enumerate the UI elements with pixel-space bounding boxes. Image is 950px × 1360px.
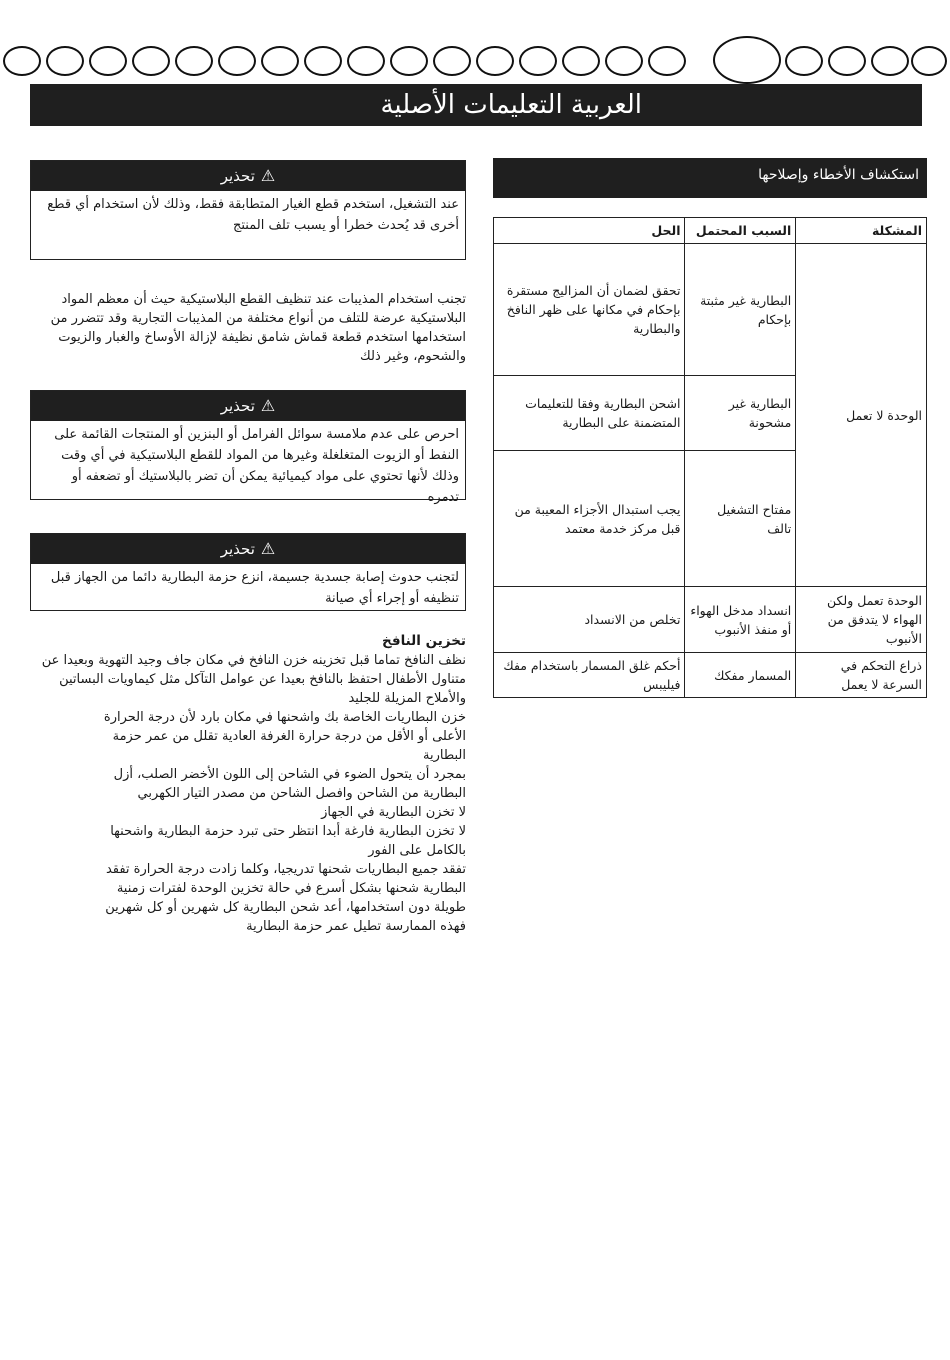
page-title: العربية التعليمات الأصلية — [30, 84, 922, 126]
warning-header — [31, 161, 465, 191]
troubleshooting-heading: استكشاف الأخطاء وإصلاحها — [493, 158, 927, 198]
cause-cell: البطارية غير مشحونة — [685, 376, 796, 451]
language-tab-circle — [605, 46, 643, 76]
language-tab-circle — [218, 46, 256, 76]
language-tab-circle — [476, 46, 514, 76]
warning-label: تحذير — [220, 540, 255, 558]
cause-cell: البطارية غير مثبتة بإحكام — [685, 244, 796, 376]
language-tab-circle — [519, 46, 557, 76]
language-tab-circle — [89, 46, 127, 76]
table-row — [494, 244, 927, 376]
warning-box — [30, 390, 466, 505]
warning-label: تحذير — [220, 167, 255, 185]
problem-cell: ذراع التحكم في السرعة لا يعمل — [796, 653, 927, 698]
problem-cell: الوحدة لا تعمل — [796, 244, 927, 587]
language-tab-circle — [433, 46, 471, 76]
warning-box — [30, 160, 466, 260]
column-header-cause: السبب المحتمل — [685, 218, 796, 244]
storage-item: لا تخزن البطارية فارغة أبدا انتظر حتى تبرد حزمة البطارية واشحنها بالكامل على الفور — [110, 824, 466, 858]
language-tab-circle — [304, 46, 342, 76]
table-row — [494, 587, 927, 653]
solution-cell: يجب استبدال الأجزاء المعيبة من قبل مركز خدمة معتمد — [494, 451, 685, 587]
table-header-row — [494, 218, 927, 244]
warning-box — [30, 533, 466, 611]
language-tab-circle — [132, 46, 170, 76]
storage-heading: تخزين النافخ — [382, 633, 466, 649]
warning-text: عند التشغيل، استخدم قطع الغيار المتطابقة فقط، وذلك لأن استخدام أي قطع أخرى قد يُحدث خطرا أو يسبب تلف المنتج — [47, 197, 459, 233]
language-tab-circle — [390, 46, 428, 76]
warning-header — [31, 534, 465, 564]
troubleshooting-table — [493, 217, 927, 698]
cause-cell: مفتاح التشغيل تالف — [685, 451, 796, 587]
language-tab-circle — [347, 46, 385, 76]
storage-item: بمجرد أن يتحول الضوء في الشاحن إلى اللون الأخضر الصلب، أزل البطارية من الشاحن وافصل الشاحن من مصدر التيار الكهربي — [113, 767, 466, 801]
column-header-problem: المشكلة — [796, 218, 927, 244]
storage-item: لا تخزن البطارية في الجهاز — [321, 805, 466, 820]
language-index-circles — [3, 44, 949, 78]
language-tab-circle — [828, 46, 866, 76]
storage-item: خزن البطاريات الخاصة بك واشحنها في مكان بارد لأن درجة الحرارة الأعلى أو الأقل من درجة حرارة الغرفة العادية تقلل من عمر حزمة البطارية — [103, 710, 466, 763]
warning-header — [31, 391, 465, 421]
solution-cell: تخلص من الانسداد — [494, 587, 685, 653]
table-row — [494, 653, 927, 698]
solution-cell: أحكم غلق المسمار باستخدام مفك فيليبس — [494, 653, 685, 698]
language-tab-circle — [46, 46, 84, 76]
language-tab-circle — [3, 46, 41, 76]
warning-triangle-icon: ⚠ — [260, 396, 276, 415]
cleaning-paragraph: تجنب استخدام المذيبات عند تنظيف القطع البلاستيكية حيث أن معظم المواد البلاستيكية عرضة للتلف من أنواع مختلفة من المذيبات التجارية وقد تتضرر من استخدامها استخدم قطعة قماش شامق نظيفة لإزالة الأوساخ والغبار والزيوت والشحوم، وغير ذلك — [50, 292, 466, 364]
column-header-solution: الحل — [494, 218, 685, 244]
language-tab-circle-active — [713, 36, 781, 84]
storage-intro: نظف النافخ تماما قبل تخزينه خزن النافخ في مكان جاف وجيد التهوية وبعيدا عن متناول الأطفال احتفظ بالنافخ بعيدا عن عوامل التآكل مثل كيماويات البساتين والأملاح المزيلة للجليد — [41, 653, 466, 706]
language-tab-circle — [261, 46, 299, 76]
cause-cell: انسداد مدخل الهواء أو منفذ الأنبوب — [685, 587, 796, 653]
language-tab-circle — [871, 46, 909, 76]
warning-text: احرص على عدم ملامسة سوائل الفرامل أو البنزين أو المنتجات القائمة على النفط أو الزيوت المتغلغلة وغيرها من المواد للقطع البلاستيكية في أي وقت وذلك لأنها تحتوي على مواد كيميائية يمكن أن تضر بالبلاستيك أو تضعفه أو تدمره — [54, 427, 459, 505]
language-tab-circle — [648, 46, 686, 76]
solution-cell: اشحن البطارية وفقا للتعليمات المتضمنة على البطارية — [494, 376, 685, 451]
cause-cell: المسمار مفكك — [685, 653, 796, 698]
warning-text: لتجنب حدوث إصابة جسدية جسيمة، انزع حزمة البطارية دائما من الجهاز قبل تنظيفه أو إجراء أي صيانة — [50, 570, 459, 606]
storage-item: تفقد جميع البطاريات شحنها تدريجيا، وكلما زادت درجة الحرارة تفقد البطارية شحنها بشكل أسرع في حالة تخزين الوحدة لفترات زمنية طويلة دون استخدامها، أعد شحن البطارية كل شهرين أو كل شهرين فهذه الممارسة تطيل عمر حزمة البطارية — [105, 862, 466, 934]
storage-section — [30, 632, 466, 936]
solution-cell: تحقق لضمان أن المزاليج مستقرة بإحكام في مكانها على ظهر النافخ والبطارية — [494, 244, 685, 376]
language-tab-circle — [785, 46, 823, 76]
warning-triangle-icon: ⚠ — [260, 166, 276, 185]
problem-cell: الوحدة تعمل ولكن الهواء لا يتدفق من الأنبوب — [796, 587, 927, 653]
warning-label: تحذير — [220, 397, 255, 415]
language-tab-circle — [562, 46, 600, 76]
language-tab-circle — [175, 46, 213, 76]
warning-triangle-icon: ⚠ — [260, 539, 276, 558]
language-tab-circle — [911, 46, 947, 76]
